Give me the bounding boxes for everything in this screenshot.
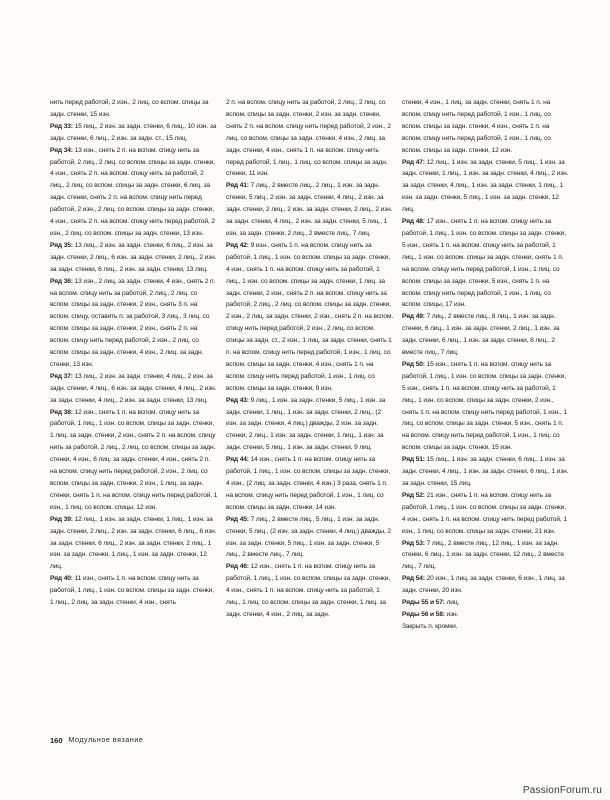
text-paragraph [402, 97, 570, 157]
row-heading: Ряд 51: [402, 456, 425, 464]
magazine-title: Модульное вязание [68, 736, 144, 744]
row-text: 15 лиц., 1 изн. за задн. стенки, 6 лиц., 1 изн. за задн. стенки, 4 лиц., 1 изн. за задн. стенки, 6 лиц., 1 изн. за задн. стенки, 15 лиц. [402, 456, 569, 487]
row-text: нить перед работой, 2 изн., 2 лиц. со вспом. спицы за задн. стенки, 15 изн. [50, 99, 209, 118]
row-text: лиц. [446, 599, 460, 607]
row-text: 13 изн., снять 2 п. на вспом. спицу нить за работой, 2 лиц., 2 лиц. со вспом. спицы за задн. стенки, 4 изн., снять 2 п. на вспом. спицу нить за работой, 2 лиц., 2 лиц. со вспом. спицы за задн. стенки, 6 лиц. за задн. стенки, снять 2 п. на вспом. спицу нить перед работой, 2 изн., 2 лиц. со вспом. спицы за задн. стенки, 4 изн., снять 2 п. на вспом. спицу нить перед работой, 2 изн., 2 лиц. со вспом. спицы за задн. стенки, 13 изн. [50, 146, 215, 237]
row-text: 12 изн., снять 1 п. на вспом. спицу нить за работой, 1 лиц., 1 изн. со вспом. спицы за задн. стенки, 4 изн., снять 1 п. на вспом. спицу нить за работой, 1 лиц., 1 лиц. со вспом. спицы за задн. стенки, 1 лиц. за задн. стенки, 4 изн., 2 лиц. за задн. [226, 563, 390, 618]
row-instruction [50, 240, 218, 276]
row-instruction [226, 395, 394, 455]
row-text: 7 лиц., 2 вместе лиц., 12 лиц., 1 изн. за задн. стенки, 6 лиц., 1 изн. за задн. стенки, 12 лиц., 2 вместе лиц., 7 лиц. [402, 539, 564, 571]
row-instruction [50, 573, 218, 609]
row-instruction [402, 216, 570, 311]
row-instruction [402, 538, 570, 574]
row-instruction [402, 311, 570, 359]
row-text: 13 изн., 2 лиц. за задн. стенки, 4 изн., снять 2 п. на вспом. спицу нить за работой, 2 лиц., 2 лиц. со вспом. спицы за задн. стенки, 2 изн., снять 3 п. на вспом. спицу, оставить п. за работой, 3 лиц., 3 лиц. со вспом. спицы за задн. стенки, 2 изн., снять 2 п. на вспом. спицу нить перед работой, 2 изн., 2 лиц. со вспом. спицы за задн. стенки, 4 изн., 2 лиц. за задн. стенки, 13 изн. [50, 277, 216, 368]
row-heading: Ряд 34: [50, 146, 73, 154]
row-heading: Ряд 42: [226, 241, 249, 249]
row-text: 7 лиц., 2 вместе лиц., 5 лиц., 1 изн. за задн. стенки, 5 лиц., (2 изн. за задн. стенки, 4 лиц.) дважды, 2 изн. за задн. стенки, 5 лиц., 1 изн. за задн. стенки, 5 лиц., 2 вместе лиц., 7 лиц. [226, 515, 391, 559]
row-instruction [50, 514, 218, 574]
row-text: 11 изн., снять 1 п. на вспом. спицу нить за работой, 1 лиц., 1 изн. со вспом. спицы за задн. стенки, 1 лиц., 2 лиц. за задн. стенки, 4 изн., снять [50, 575, 214, 607]
row-text: 14 изн., снять 1 п. на вспом. спицу нить за работой, 1 лиц., 1 изн. со вспом. спицы за задн. стенки, 4 изн., (2 лиц. за задн. стенки, 4 изн.) 3 раза, снять 1 п. на вспом. спицу нить перед работой, 1 изн., 1 лиц. со вспом. спицы за задн. стенки, 14 изн. [226, 456, 390, 511]
row-instruction [50, 276, 218, 371]
row-text: 12 лиц., 1 изн. за задн. стенки, 5 лиц., 1 изн. за задн. стенки, 1 лиц., 1 изн. за задн. стенки, 4 лиц., 2 изн. за задн. стенки, 4 лиц., 1 изн. за задн. стенки, 1 лиц., 1 изн. за задн. стенки, 5 лиц., 1 изн. за задн. стенки, 12 лиц. [402, 158, 569, 214]
row-instruction [226, 454, 394, 514]
row-text: 20 изн., 1 лиц. за задн. стенки, 6 изн., 1 лиц. за задн. стенки, 20 изн. [402, 575, 565, 595]
row-text: 15 лиц., 2 изн. за задн. стенки, 6 лиц., 10 изн. за задн. стенки, 6 лиц., 2 изн. за задн. ст., 15 лиц. [50, 122, 217, 142]
row-text: 21 изн., снять 1 п. на вспом. спицу нить за работой, 1 лиц., 1 изн. со вспом. спицы за задн. стенки, 4 изн., снять 1 п. на вспом. спицу нить перед работой, 1 изн., 1 лиц. со вспом. спицы за задн. стенки, 21 изн. [402, 491, 567, 535]
row-heading: Ряд 41: [226, 182, 249, 190]
row-heading: Ряд 49: [402, 313, 425, 321]
row-instruction [402, 573, 570, 597]
row-heading: Ряд 43: [226, 396, 249, 404]
row-heading: Ряд 44: [226, 456, 249, 464]
row-text: 13 лиц., 2 изн. за задн. стенки, 6 лиц., 2 изн. за задн. стенки, 2 лиц., 6 изн. за задн. стенки, 2 лиц., 2 изн. за задн. стенки, 6 лиц., 2 изн. за задн. стенки, 13 лиц. [50, 241, 217, 273]
row-heading: Ряд 39: [50, 515, 73, 523]
row-text: 15 изн., снять 1 п. на вспом. спицу нить за работой, 1 лиц., 1 изн. со вспом. спицы за задн. стенки, 5 изн., снять 1 п. на вспом. спицу нить за работой, 1 лиц., 1 изн. со вспом. спицы за задн. стенки, 2 изн., снять 1 п. на вспом. спицу нить перед работой, 1 изн., 1 лиц. со вспом. спицы за задн. стенки, 5 изн., снять 1 п. на вспом. спицу нить перед работой, 1 изн., 1 лиц. со вспом. спицы за задн. стенки, 15 изн. [402, 360, 567, 452]
row-heading: Ряд 33: [50, 122, 73, 130]
row-heading: Ряд 45: [226, 515, 249, 523]
row-instruction [226, 514, 394, 562]
site-watermark: PassionForum.ru [522, 785, 602, 796]
row-instruction [402, 454, 570, 490]
row-heading: Ряд 50: [402, 360, 425, 368]
text-paragraph [226, 97, 394, 180]
row-text: 12 лиц., 1 изн. за задн. стенки, 1 лиц., 1 изн. за задн. стенки, 2 лиц., 2 изн. за задн. стенки, 6 лиц., 6 изн. за задн. стенки, 6 лиц., 2 изн. за задн. стенки, 2 лиц., 1 изн. за задн. стенки, 1 лиц., 1 изн. за задн. стенки, 12 лиц. [50, 515, 217, 571]
text-column-3 [402, 97, 570, 633]
row-text: стенки, 4 изн., 1 лиц. за задн. стенки, снять 1 п. на вспом. спицу нить перед работой, 1 изн., 1 лиц. со вспом. спицы за задн. стенки, 4 изн., снять 1 п. на вспом. спицу нить перед работой, 1 изн., 1 лиц. со вспом. спицы за задн. стенки, 12 изн. [402, 99, 551, 154]
row-heading: Ряд 47: [402, 158, 425, 166]
row-instruction [50, 121, 218, 145]
row-text: 9 изн., снять 1 п. на вспом. спицу нить за работой, 1 лиц., 1 изн. со вспом. спицы за задн. стенки, 4 изн., снять 1 п. на вспом. спицу нить за работой, 1 лиц., 1 изн. со вспом. спицы за задн. стенки, 1 лиц. за задн. стенки, 2 изн., снять 2 п. на вспом. спицу нить за работой, 2 лиц., 2 лиц. со вспом. спицы за задн. стенки, 2 изн., 2 лиц. за задн. стенки, 2 изн., снять 2 п. на вспом. спицу нить перед работой, 2 изн., 2 лиц. со вспом. спицы за задн. ст., 2 изн., 1 лиц. за задн. стенки, снять 1 п. на вспом. спицу нить перед работой, 1 изн., 1 лиц. со вспом. спицы за задн. стенки, 4 изн., снять 1 п. на вспом. спицу нить перед работой, 1 изн., 1 лиц. со вспом. спицы за задн. стенки, 9 изн. [226, 241, 394, 392]
row-text: 13 лиц., 2 изн. за задн. стенки, 4 лиц., 2 изн. за задн. стенки, 4 лиц., 6 изн. за задн. стенки, 4 лиц., 2 изн. за задн. стенки, 4 лиц., 2 изн. за задн. стенки, 13 лиц. [50, 372, 217, 404]
row-instruction [402, 490, 570, 538]
row-heading: Ряд 46: [226, 563, 249, 571]
row-text: 12 изн., снять 1 п. на вспом. спицу нить за работой, 1 лиц., 1 изн. со вспом. спицы за задн. стенки, 1 лиц. за задн. стенки, 2 изн., снять 2 п. на вспом. спицу нить за работой, 2 лиц., 2 лиц. со вспом. спицы за задн. стенки, 4 изн., 6 лиц. за задн. стенки, 4 изн., снять 2 п. на вспом. спицу нить перед работой, 2 изн., 2 лиц. со вспом. спицы за задн. стенки, 2 изн., 1 лиц. за задн. стенки, снять 1 п. на вспом. спицу нить перед работой, 1 изн., 1 лиц. со вспом. спицы, 12 изн. [50, 408, 218, 511]
row-heading: Ряд 48: [402, 218, 425, 226]
row-text: изн. [446, 610, 459, 618]
row-instruction [226, 561, 394, 621]
row-heading: Ряд 36: [50, 277, 73, 285]
row-instruction [402, 597, 570, 609]
row-heading: Ряд 54: [402, 575, 425, 583]
row-heading: Ряд 40: [50, 575, 73, 583]
page-footer [50, 733, 143, 747]
row-text: 7 лиц., 2 вместе лиц., 8 лиц., 1 изн. за задн. стенки, 6 лиц., 1 изн. за задн. стенки, 2 лиц., 1 изн. за задн. стенки, 6 лиц., 1 изн. за задн. стенки, 8 лиц., 2 вместе лиц., 7 лиц. [402, 313, 560, 357]
row-text: 7 лиц., 2 вместе лиц., 2 лиц., 1 изн. за задн. стенки, 5 лиц., 2 изн. за задн. стенки, 4 лиц., 2 изн. за задн. стенки, 2 лиц., 2 изн. за задн. стенки, 2 лиц., 2 изн. за задн. стенки, 4 лиц., 2 изн. за задн. стенки, 5 лиц., 1 изн. за задн. стенки, 2 лиц., 2 вместе лиц., 7 лиц. [226, 182, 393, 237]
text-paragraph [50, 97, 218, 121]
row-instruction [50, 371, 218, 407]
row-instruction [226, 180, 394, 240]
row-heading: Ряды 55 и 57: [402, 599, 445, 607]
row-instruction [402, 157, 570, 217]
row-instruction [226, 240, 394, 395]
page-number: 160 [50, 735, 63, 745]
row-heading: Ряд 35: [50, 241, 73, 249]
row-heading: Ряд 37: [50, 372, 73, 380]
row-heading: Ряд 52: [402, 491, 425, 499]
text-column-2 [226, 97, 394, 621]
row-heading: Ряд 38: [50, 408, 73, 416]
row-text: Закрыть п. кромки. [402, 622, 458, 630]
row-instruction [402, 609, 570, 621]
row-text: 17 изн., снять 1 п. на вспом. спицу нить за работой, 1 лиц., 1 изн. со вспом. спицы за задн. стенки, 5 изн., снять 1 п. на вспом. спицу нить за работой, 1 лиц., 1 изн. со вспом. спицы за задн. стенки, снять 1 п. на вспом. спицу нить перед работой, 1 изн., 1 лиц. со вспом. спицы за задн. стенки, 5 изн., снять 1 п. на вспом. спицу нить перед работой, 1 изн., 1 лиц. со вспом. спицы, 17 изн. [402, 218, 566, 309]
row-text: 9 лиц., 1 изн. за задн. стенки, 5 лиц., 1 изн. за задн. стенки, 1 лиц., 1 изн. за задн. стенки, 2 лиц., (2 изн. за задн. стенки, 4 лиц.) дважды, 2 изн. за задн. стенки, 2 лиц., 1 изн. за задн. стенки, 1 лиц., 1 изн. за задн. стенки, 5 лиц., 1 изн. за задн. стенки, 9 лиц. [226, 396, 386, 452]
row-instruction [402, 359, 570, 454]
row-text: 2 п. на вспом. спицу нить за работой, 2 лиц., 2 лиц. со вспом. спицы за задн. стенки, 2 изн. за задн. стенки, снять 2 п. на вспом. спицу нить перед работой, 2 изн., 2 лиц. со вспом. спицы за задн. стенки, 4 изн., 2 лиц. за задн. стенки, 4 изн., снять 1 п. на вспом. спицу нить перед работой, 1 лиц., 1 лиц. со вспом. спицы за задн. стенки, 11 изн. [226, 99, 391, 178]
row-instruction [50, 407, 218, 514]
row-heading: Ряды 56 и 58: [402, 610, 445, 618]
row-instruction [50, 145, 218, 240]
row-heading: Ряд 53: [402, 539, 425, 547]
text-paragraph [402, 621, 570, 633]
text-column-1 [50, 97, 218, 609]
